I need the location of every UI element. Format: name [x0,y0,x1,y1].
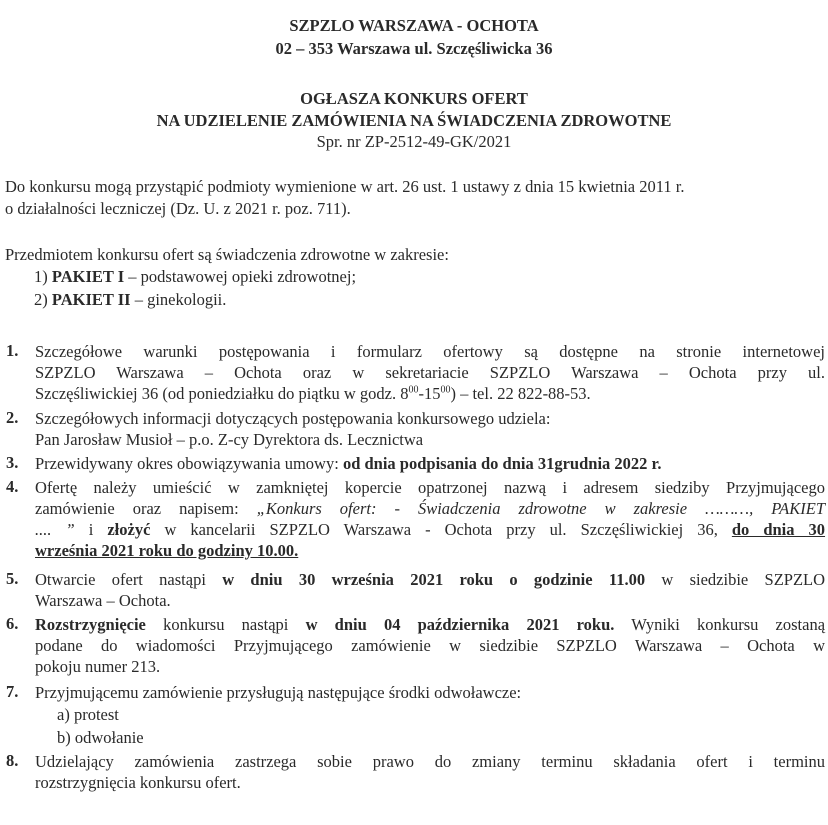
remedy-item-letter: b) [57,728,71,747]
point-5-text-part: Otwarcie ofert nastąpi [35,570,206,589]
point-6-text-part: konkursu nastąpi [163,615,289,634]
scope-item-description: – podstawowej opieki zdrowotnej; [128,267,357,286]
point-4-text [35,477,825,561]
point-2-text [35,408,825,450]
remedy-item-letter: a) [57,705,70,724]
point-1-line: SZPZLO Warszawa – Ochota oraz w sekretariacie SZPZLO Warszawa – Ochota przy ul. [35,363,825,382]
point-2-contact: Pan Jarosław Musioł – p.o. Z-cy Dyrektora ds. Lecznictwa [35,430,424,449]
point-5-line: Warszawa – Ochota. [35,591,171,610]
intro-line-1: Do konkursu mogą przystąpić podmioty wymienione w art. 26 ust. 1 ustawy z dnia 15 kwietnia 2011 r. [5,177,685,196]
point-3-text [35,453,825,474]
point-4-text-part: i [88,520,94,539]
point-number: 8. [6,751,19,770]
point-8-line: rozstrzygnięcia konkursu ofert. [35,773,241,792]
scope-item [34,290,226,310]
point-4-line: Ofertę należy umieścić w zamkniętej kopercie opatrzonej nazwą i adresem siedziby Przyjmującego [35,478,825,497]
point-4-line [35,498,825,519]
hours-superscript: 00 [408,384,419,396]
scope-item-package: PAKIET I [51,267,125,286]
envelope-caption: .... ” [35,520,75,539]
point-6-text-part: Wyniki konkursu zostaną [631,615,826,634]
hours-text: Szczęśliwickiej 36 (od poniedziałku do piątku w godz. 8 [35,384,409,403]
deadline-text: do dnia 30 [731,520,826,539]
hours-text: -15 [418,384,441,403]
case-number: Spr. nr ZP-2512-49-GK/2021 [316,132,512,151]
point-2-line: Szczegółowych informacji dotyczących postępowania konkursowego udziela: [35,409,551,428]
point-number: 3. [6,453,19,472]
point-4-text-part: zamówienie oraz napisem: [35,499,239,518]
point-6-text [35,614,825,677]
remedy-item [57,728,144,748]
point-3-label: Przewidywany okres obowiązywania umowy: [35,454,339,473]
deadline-text: września 2021 roku do godziny 10.00. [35,541,299,560]
scope-lead: Przedmiotem konkursu ofert są świadczenia zdrowotne w zakresie: [5,245,449,264]
resolution-date: w dniu 04 października 2021 roku. [305,615,615,634]
scope-item-number: 2) [34,290,48,309]
org-name: SZPZLO WARSZAWA - OCHOTA [289,16,539,35]
scope-item-package: PAKIET II [51,290,131,309]
point-number: 1. [6,341,19,360]
remedy-item-text: odwołanie [74,728,144,747]
intro-line-2: o działalności leczniczej (Dz. U. z 2021 r. poz. 711). [5,199,351,218]
point-4-line [35,519,825,540]
point-8-text [35,751,825,793]
scope-item-number: 1) [34,267,48,286]
point-6-line [35,614,825,635]
point-5-text-part: w siedzibie SZPZLO [661,570,826,589]
point-1-text [35,341,825,404]
point-8-line: Udzielający zamówienia zastrzega sobie prawo do zmiany terminu składania ofert i terminu [35,752,825,771]
point-number: 7. [6,682,19,701]
hours-text: ) – tel. 22 822-88-53. [450,384,591,403]
point-number: 6. [6,614,19,633]
resolution-label: Rozstrzygnięcie [35,615,146,634]
point-number: 5. [6,569,19,588]
point-1-hours-line [35,383,825,404]
scope-item [34,267,356,287]
org-address: 02 – 353 Warszawa ul. Szczęśliwicka 36 [275,39,553,58]
point-7-line: Przyjmującemu zamówienie przysługują następujące środki odwoławcze: [35,683,522,702]
submit-verb: złożyć [107,520,151,539]
point-7-text [35,682,825,703]
point-number: 4. [6,477,19,496]
point-1-line: Szczegółowe warunki postępowania i formularz ofertowy są dostępne na stronie internetowej [35,342,825,361]
hours-superscript: 00 [440,384,451,396]
remedy-item [57,705,119,725]
announcement-subtitle: NA UDZIELENIE ZAMÓWIENIA NA ŚWIADCZENIA ZDROWOTNE [156,111,672,130]
envelope-caption: „Konkurs ofert: - Świadczenia zdrowotne w zakresie ………, PAKIET [256,499,825,518]
point-4-text-part: w kancelarii SZPZLO Warszawa - Ochota przy ul. Szczęśliwickiej 36, [164,520,718,539]
remedy-item-text: protest [73,705,119,724]
opening-date: w dniu 30 września 2021 roku o godzinie 11.00 [222,570,646,589]
announcement-title: OGŁASZA KONKURS OFERT [300,89,528,108]
point-5-text [35,569,825,611]
point-5-line [35,569,825,590]
point-number: 2. [6,408,19,427]
scope-item-description: – ginekologii. [134,290,227,309]
point-3-period: od dnia podpisania do dnia 31grudnia 2022 r. [342,454,662,473]
point-6-line: pokoju numer 213. [35,657,161,676]
point-6-line: podane do wiadomości Przyjmującego zamówienie w siedzibie SZPZLO Warszawa – Ochota w [35,636,825,655]
